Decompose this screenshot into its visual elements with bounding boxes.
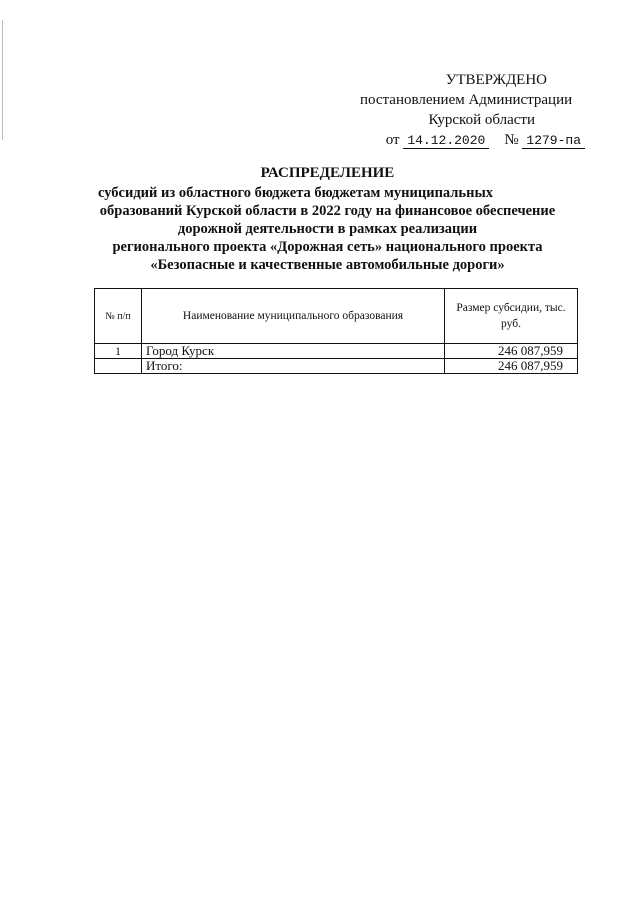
- approval-stamp: [360, 70, 595, 151]
- table-row: [95, 344, 578, 359]
- number-prefix: №: [504, 132, 519, 148]
- title-line-4: регионального проекта «Дорожная сеть» национального проекта: [112, 239, 543, 255]
- approval-date-number: [360, 130, 595, 151]
- total-amount: 246 087,959: [445, 359, 578, 374]
- table-header-row: [95, 289, 578, 344]
- row-municipality: Город Курск: [142, 344, 445, 359]
- date-prefix: от: [385, 132, 400, 148]
- number-value: 1279-па: [522, 133, 585, 149]
- title-line-3: дорожной деятельности в рамках реализации: [177, 221, 478, 237]
- title-line-1: субсидий из областного бюджета бюджетам муниципальных: [98, 185, 494, 201]
- total-label: Итого:: [142, 359, 445, 374]
- row-amount: 246 087,959: [445, 344, 578, 359]
- subsidy-table: [94, 288, 578, 374]
- approval-authority: постановлением Администрации: [360, 92, 573, 108]
- header-number: № п/п: [95, 289, 142, 344]
- scan-edge-mark: [2, 20, 3, 140]
- title-line-5: «Безопасные и качественные автомобильные дороги»: [150, 257, 505, 273]
- title-main: РАСПРЕДЕЛЕНИЕ: [260, 165, 395, 181]
- total-number: [95, 359, 142, 374]
- title-line-2: образований Курской области в 2022 году на финансовое обеспечение: [99, 203, 556, 219]
- approval-region: Курской области: [428, 112, 535, 128]
- header-amount: Размер субсидии, тыс. руб.: [445, 289, 578, 344]
- date-value: 14.12.2020: [403, 133, 489, 149]
- header-municipality: Наименование муниципального образования: [142, 289, 445, 344]
- row-number: 1: [95, 344, 142, 359]
- table-total-row: [95, 359, 578, 374]
- document-title: [80, 164, 575, 274]
- approval-heading: УТВЕРЖДЕНО: [445, 72, 547, 88]
